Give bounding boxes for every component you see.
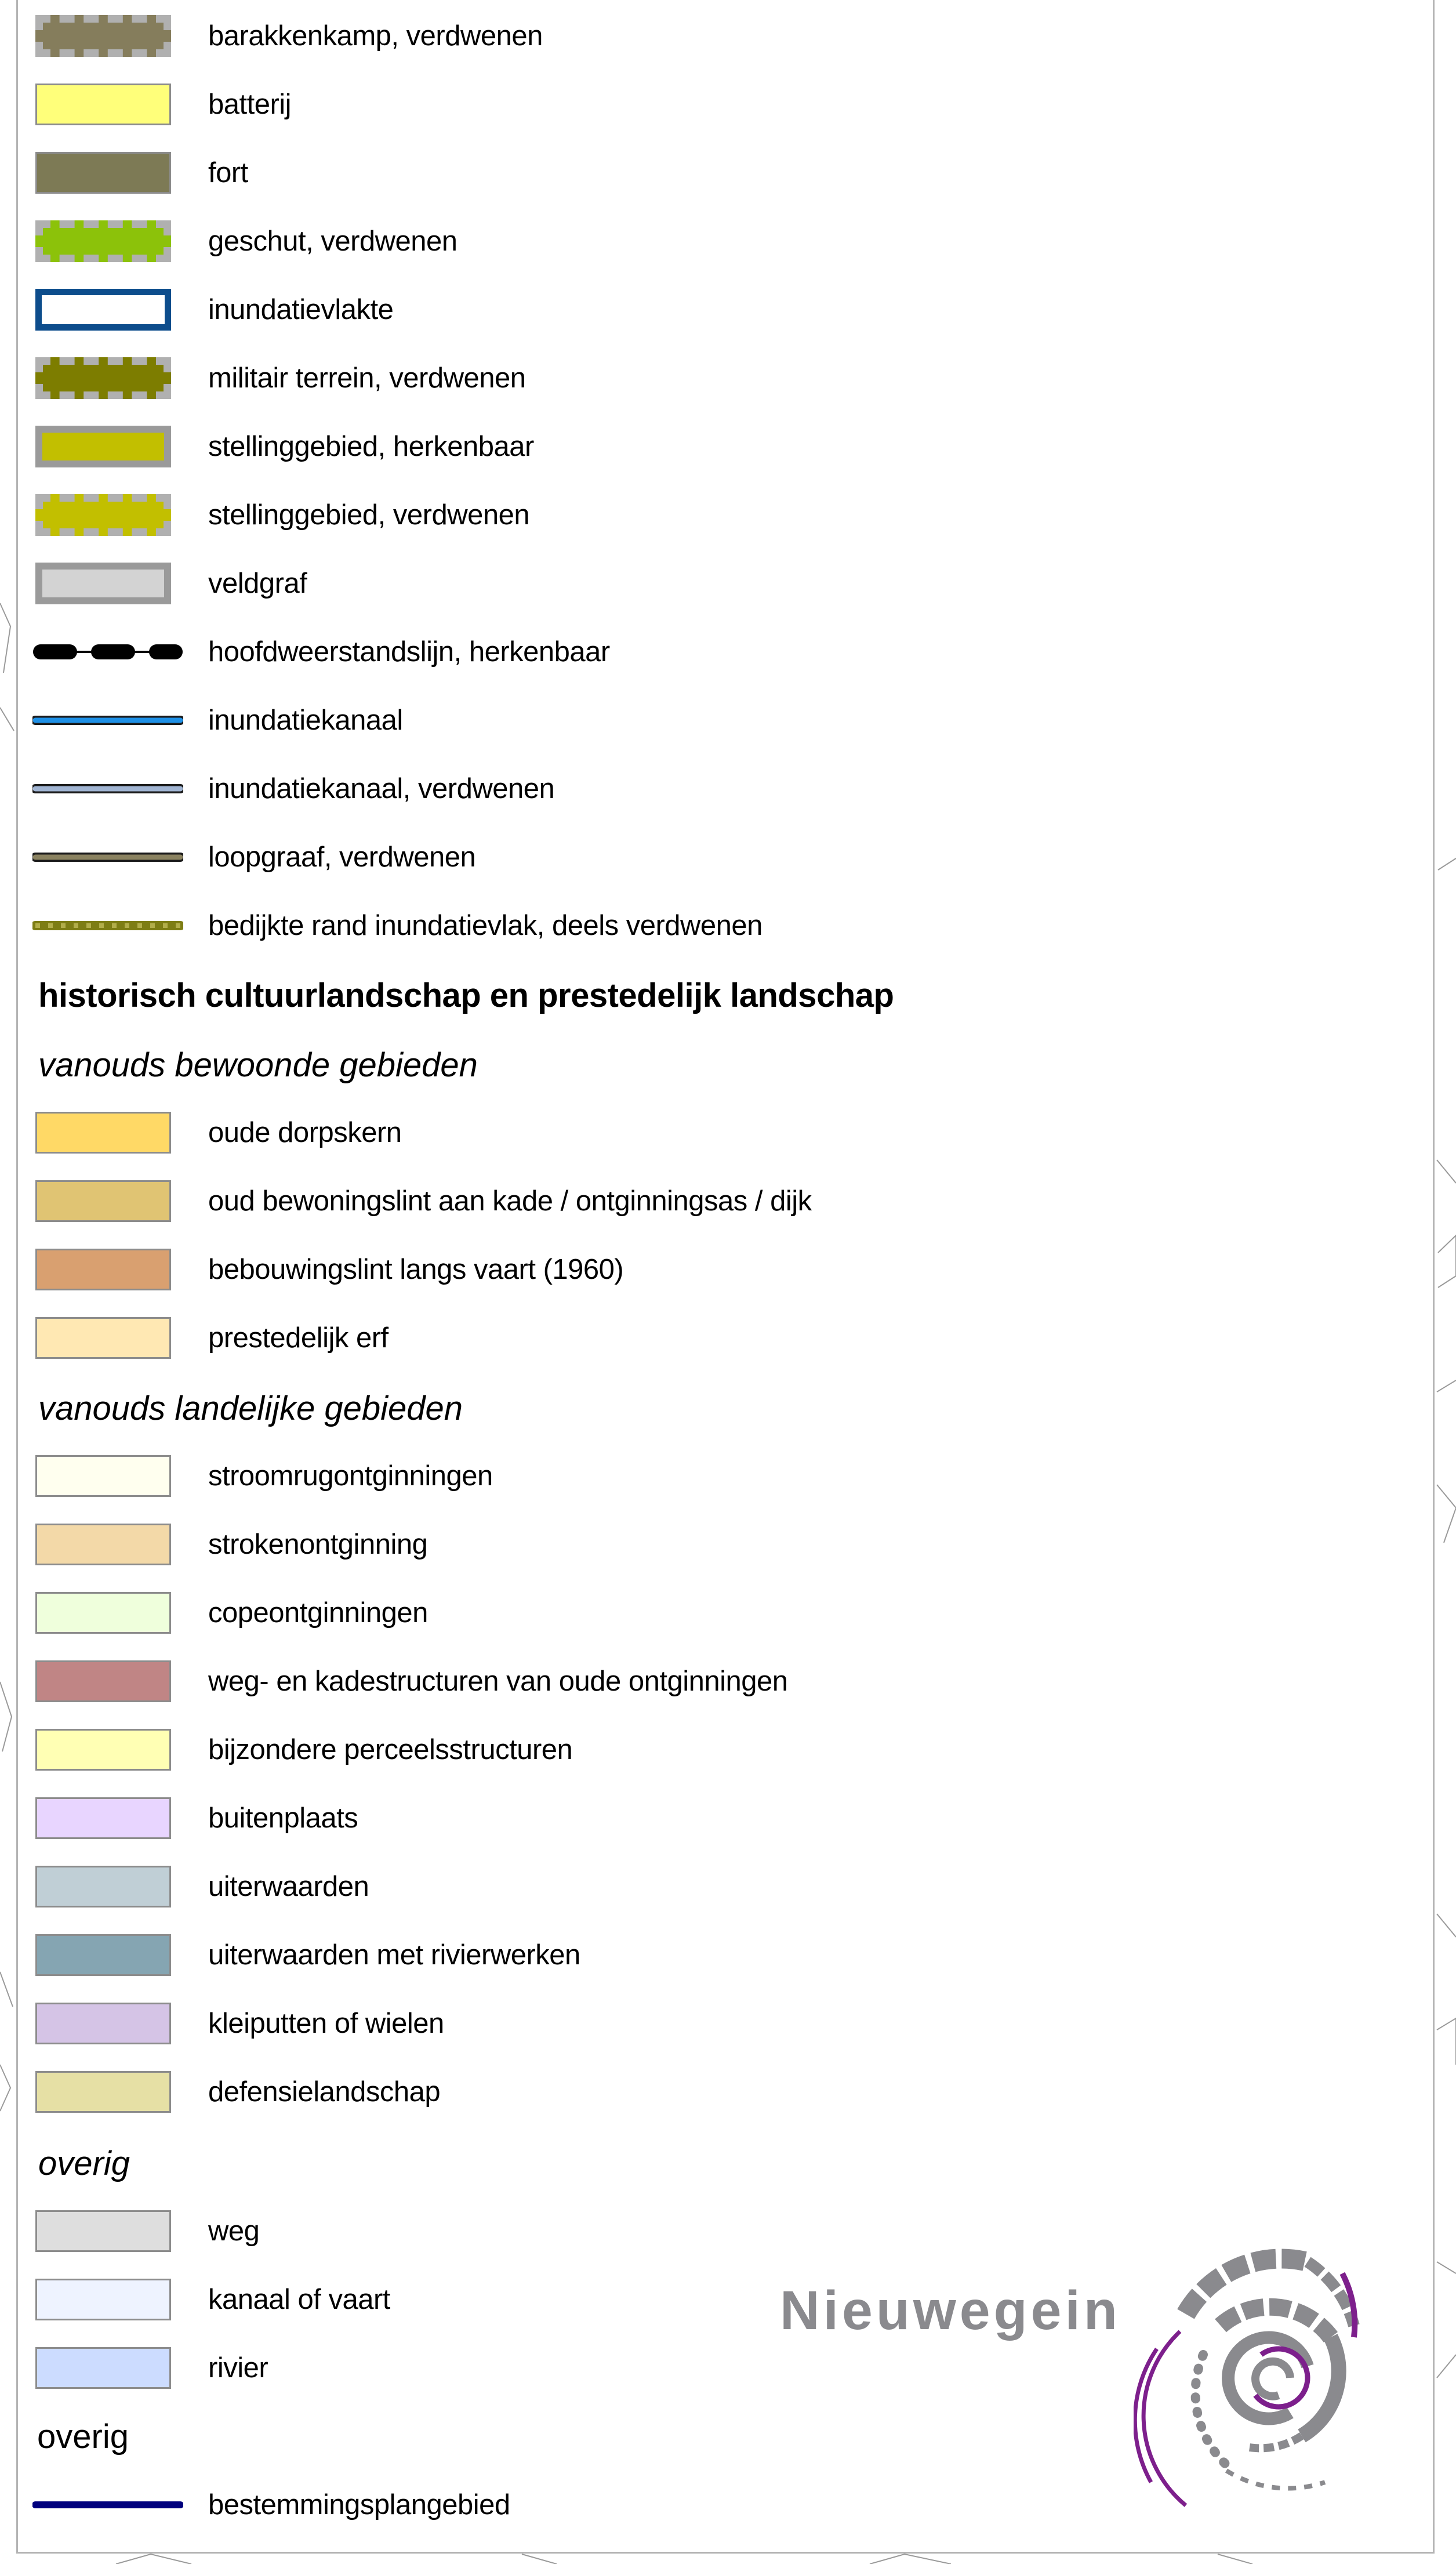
legend-swatch [35, 1592, 171, 1634]
group-title-bewoond: vanouds bewoonde gebieden [38, 1046, 478, 1084]
legend-label: weg [208, 2215, 260, 2247]
legend-row-inundatiekanaal-verdwenen [18, 766, 1178, 818]
legend-label: strokenontginning [208, 1529, 428, 1560]
legend-label: fort [208, 157, 248, 188]
legend-swatch [35, 2003, 171, 2044]
legend-row-kleiputten-of-wielen [18, 2000, 1178, 2052]
legend-row-stellinggebied-verdwenen [18, 492, 1178, 544]
legend-row-weg-en-kadestructuren-van-oude-ontginningen [18, 1658, 1178, 1710]
legend-label: uiterwaarden met rivierwerken [208, 1939, 580, 1971]
legend-swatch [35, 2279, 171, 2320]
legend-swatch [35, 1249, 171, 1290]
legend-label: rivier [208, 2352, 268, 2384]
legend-row-bestemmingsplangebied [18, 2482, 1178, 2534]
legend-swatch [35, 1112, 171, 1154]
legend-row-prestedelijk-erf [18, 1315, 1178, 1367]
legend-label: kleiputten of wielen [208, 2008, 444, 2039]
legend-row-militair-terrein-verdwenen [18, 355, 1178, 407]
legend-swatch [35, 494, 171, 536]
legend-line-symbol [32, 834, 183, 880]
legend-swatch [35, 220, 171, 262]
legend-label: buitenplaats [208, 1803, 358, 1834]
legend-swatch [35, 1317, 171, 1359]
legend-label: bestemmingsplangebied [208, 2489, 510, 2521]
legend-row-loopgraaf-verdwenen [18, 834, 1178, 886]
legend-line-symbol [32, 629, 183, 675]
legend-row-inundatievlakte [18, 286, 1178, 339]
legend-label: batterij [208, 89, 292, 120]
legend-swatch [35, 2210, 171, 2252]
legend-row-stellinggebied-herkenbaar [18, 423, 1178, 476]
legend-label: geschut, verdwenen [208, 226, 458, 257]
legend-row-oud-bewoningslint-aan-kade-ontginningsas-dijk [18, 1178, 1178, 1230]
legend-swatch [35, 152, 171, 194]
legend-row-veldgraf [18, 560, 1178, 612]
legend-label: stroomrugontginningen [208, 1460, 493, 1492]
logo-text: Nieuwegein [780, 2280, 1121, 2341]
legend-label: prestedelijk erf [208, 1322, 388, 1354]
legend-line-symbol [32, 902, 183, 949]
legend-swatch [35, 1934, 171, 1976]
legend-label: oude dorpskern [208, 1117, 402, 1148]
legend-row-bijzondere-perceelsstructuren [18, 1727, 1178, 1779]
legend-swatch [35, 1729, 171, 1771]
legend-label: veldgraf [208, 568, 307, 599]
legend-label: militair terrein, verdwenen [208, 362, 526, 394]
legend-swatch [35, 1660, 171, 1702]
legend-row-fort [18, 150, 1178, 202]
legend-label: oud bewoningslint aan kade / ontginningsas / dijk [208, 1185, 812, 1217]
legend-label: inundatiekanaal [208, 705, 403, 736]
legend-label: stellinggebied, herkenbaar [208, 431, 534, 462]
legend-swatch [35, 2347, 171, 2389]
legend-swatch [35, 357, 171, 399]
legend-label: loopgraaf, verdwenen [208, 842, 476, 873]
legend-label: weg- en kadestructuren van oude ontginningen [208, 1666, 788, 1697]
legend-swatch [35, 1797, 171, 1839]
group-title-overig-2: overig [37, 2418, 129, 2456]
legend-label: stellinggebied, verdwenen [208, 499, 530, 531]
legend-row-uiterwaarden [18, 1863, 1178, 1916]
legend-swatch [35, 1866, 171, 1907]
legend-row-barakkenkamp-verdwenen [18, 13, 1178, 65]
legend-line-symbol [32, 697, 183, 744]
legend-row-inundatiekanaal [18, 697, 1178, 749]
legend-swatch [35, 15, 171, 57]
legend-row-defensielandschap [18, 2069, 1178, 2121]
section-title: historisch cultuurlandschap en prestedelijk landschap [38, 977, 894, 1014]
legend-label: bedijkte rand inundatievlak, deels verdwenen [208, 910, 763, 941]
legend-row-oude-dorpskern [18, 1109, 1178, 1162]
legend-label: barakkenkamp, verdwenen [208, 20, 543, 52]
legend-label: inundatiekanaal, verdwenen [208, 773, 555, 804]
legend-row-buitenplaats [18, 1795, 1178, 1847]
legend-swatch [35, 426, 171, 467]
legend-row-stroomrugontginningen [18, 1453, 1178, 1505]
nieuwegein-logo-icon [1134, 2239, 1377, 2511]
legend-label: bebouwingslint langs vaart (1960) [208, 1254, 624, 1285]
legend-row-bedijkte-rand-inundatievlak-deels-verdwenen [18, 902, 1178, 955]
legend-row-hoofdweerstandslijn-herkenbaar [18, 629, 1178, 681]
legend-swatch [35, 2071, 171, 2113]
legend-row-rivier [18, 2345, 1178, 2397]
legend-label: inundatievlakte [208, 294, 394, 325]
legend-row-geschut-verdwenen [18, 218, 1178, 270]
legend-panel [16, 0, 1435, 2554]
legend-row-copeontginningen [18, 1590, 1178, 1642]
legend-label: uiterwaarden [208, 1871, 369, 1902]
legend-swatch [35, 563, 171, 604]
group-title-landelijk: vanouds landelijke gebieden [38, 1390, 463, 1427]
legend-label: bijzondere perceelsstructuren [208, 1734, 573, 1765]
legend-row-uiterwaarden-met-rivierwerken [18, 1932, 1178, 1984]
legend-label: hoofdweerstandslijn, herkenbaar [208, 636, 610, 668]
legend-swatch [35, 84, 171, 125]
legend-swatch [35, 1180, 171, 1222]
legend-swatch [35, 289, 171, 331]
legend-label: defensielandschap [208, 2076, 441, 2108]
legend-row-batterij [18, 81, 1178, 133]
legend-swatch [35, 1455, 171, 1497]
legend-row-weg [18, 2208, 1178, 2260]
legend-label: kanaal of vaart [208, 2284, 390, 2315]
legend-line-symbol [32, 766, 183, 812]
group-title-overig: overig [38, 2145, 130, 2182]
legend-line-symbol [32, 2482, 183, 2528]
legend-row-strokenontginning [18, 1521, 1178, 1573]
legend-swatch [35, 1524, 171, 1565]
legend-label: copeontginningen [208, 1597, 428, 1629]
legend-row-bebouwingslint-langs-vaart-1960 [18, 1246, 1178, 1299]
